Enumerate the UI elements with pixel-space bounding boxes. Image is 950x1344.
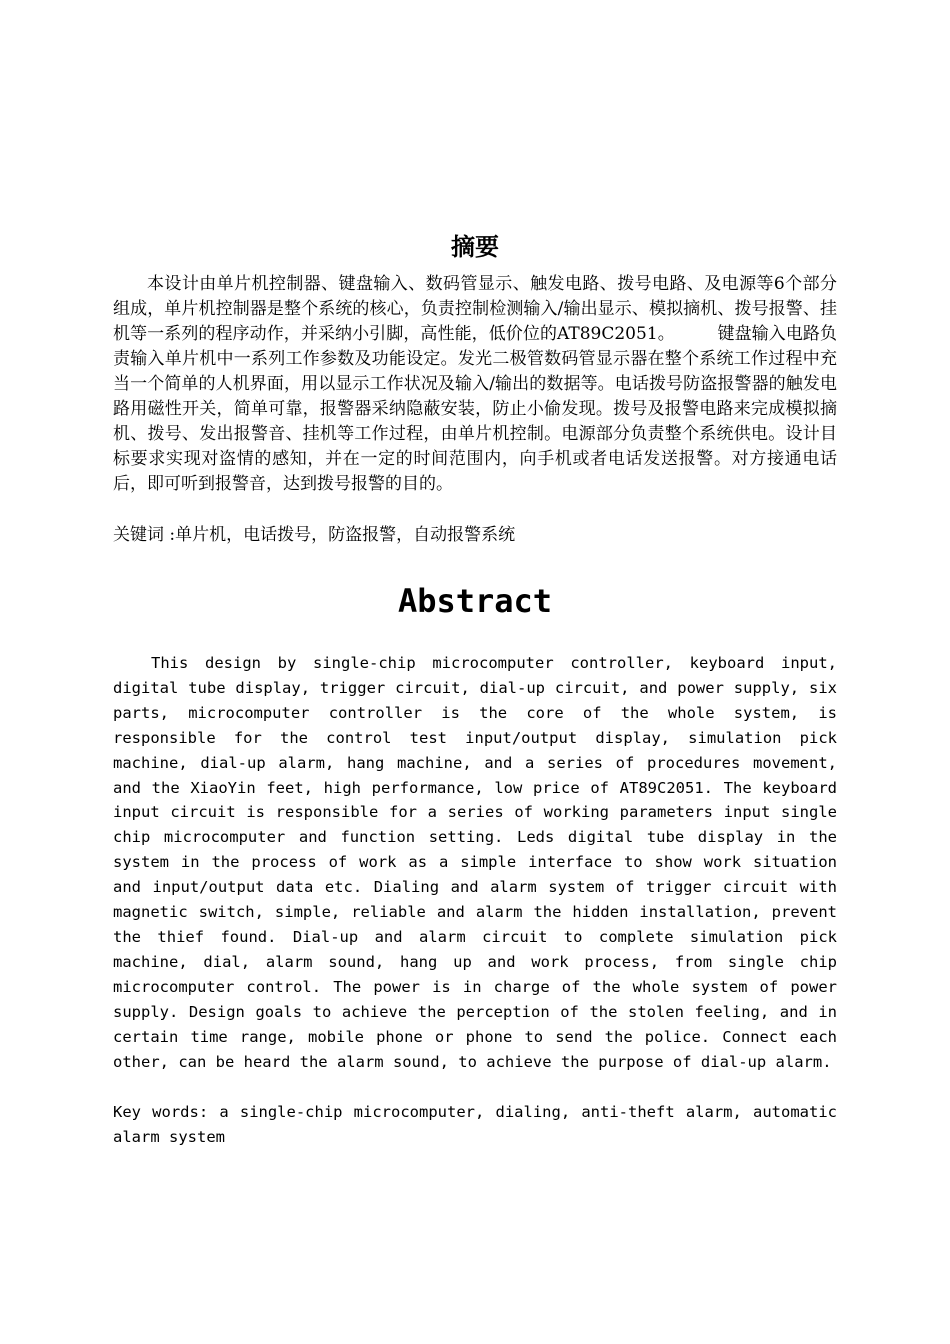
chinese-abstract-title: 摘要 — [451, 233, 499, 261]
english-keywords: Key words: a single-chip microcomputer, dialing, anti-theft alarm, automatic alarm system — [113, 1103, 837, 1146]
chinese-abstract-section — [113, 272, 837, 497]
english-abstract-title: Abstract — [397, 582, 553, 620]
english-abstract-body: This design by single-chip microcomputer controller, keyboard input, digital tube display, trigger circuit, dial-up circuit, and power supply, six parts, microcomputer controller is the core of the whole system, is responsible for the control test input/output display, simulation pick machine, dial-up alarm, hang machine, and a series of procedures movement, and the XiaoYin feet, high performance, low price of AT89C2051. The keyboard input circuit is responsible for a series of working parameters input single chip microcomputer and function setting. Leds digital tube display in the system in the process of work as a simple interface to show work situation and input/output data etc. Dialing and alarm system of trigger circuit with magnetic switch, simple, reliable and alarm the hidden installation, prevent the thief found. Dial-up and alarm circuit to complete simulation pick machine, dial, alarm sound, hang up and work process, from single chip microcomputer control. The power is in charge of the whole system of power supply. Design goals to achieve the perception of the stolen feeling, and in certain time range, mobile phone or phone to send the police. Connect each other, can be heard the alarm sound, to achieve the purpose of dial-up alarm. — [113, 654, 837, 1071]
english-abstract-section — [113, 651, 837, 1074]
chinese-abstract-body: 本设计由单片机控制器、键盘输入、数码管显示、触发电路、拨号电路、及电源等6个部分组成，单片机控制器是整个系统的核心，负责控制检测输入/输出显示、模拟摘机、拨号报警、挂机等一系列的程序动作，并采纳小引脚，高性能，低价位的AT89C2051。 键盘输入电路负责输入单片机中一系列工作参数及功能设定。发光二极管数码管显示器在整个系统工作过程中充当一个简单的人机界面，用以显示工作状况及输入/输出的数据等。电话拨号防盗报警器的触发电路用磁性开关，简单可靠，报警器采纳隐蔽安装，防止小偷发现。拨号及报警电路来完成模拟摘机、拨号、发出报警音、挂机等工作过程，由单片机控制。电源部分负责整个系统供电。设计目标要求实现对盗情的感知，并在一定的时间范围内，向手机或者电话发送报警。对方接通电话后，即可听到报警音，达到拨号报警的目的。 — [113, 274, 837, 494]
chinese-keywords: 关键词 :单片机，电话拨号，防盗报警，自动报警系统 — [113, 525, 516, 545]
